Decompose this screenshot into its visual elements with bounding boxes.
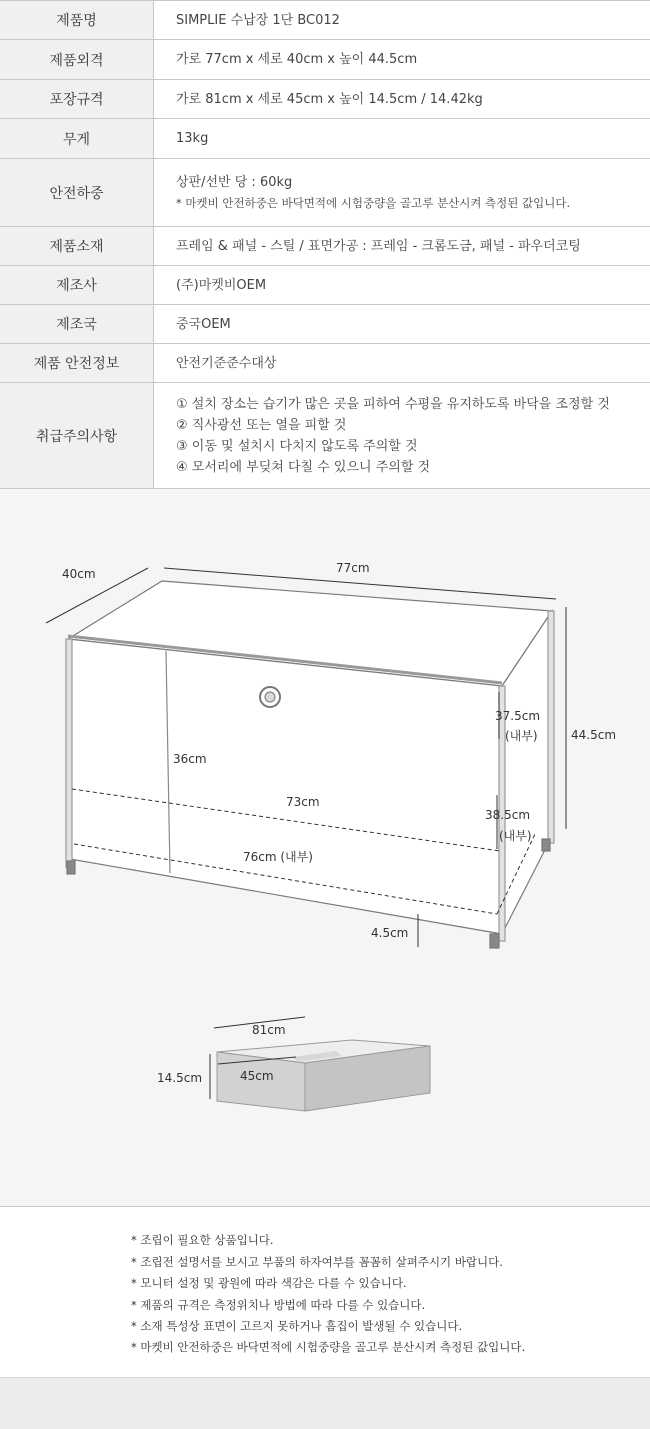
spec-row-manufacturer bbox=[0, 266, 650, 305]
cabinet-illustration bbox=[66, 581, 554, 948]
inner-height-bottom-note: (내부) bbox=[499, 828, 532, 843]
spec-row-caution bbox=[0, 383, 650, 489]
spec-key: 포장규격 bbox=[0, 80, 154, 119]
spec-row-material bbox=[0, 227, 650, 266]
spec-table bbox=[0, 0, 650, 489]
spec-value-line: 상판/선반 당 : 60kg bbox=[176, 172, 650, 193]
spec-value-line: (주)마켓비OEM bbox=[176, 275, 650, 296]
inner-height-top-label: 37.5cm bbox=[495, 709, 540, 723]
spec-row-product-name bbox=[0, 1, 650, 40]
caution-item: ④ 모서리에 부딪쳐 다칠 수 있으니 주의할 것 bbox=[176, 457, 650, 478]
spec-value-line: 가로 77cm x 세로 40cm x 높이 44.5cm bbox=[176, 49, 650, 70]
spec-row-dimensions bbox=[0, 40, 650, 80]
package-width-label: 81cm bbox=[252, 1023, 286, 1037]
depth-label: 40cm bbox=[62, 567, 96, 581]
spec-key: 제품 안전정보 bbox=[0, 344, 154, 383]
spec-value-line: 중국OEM bbox=[176, 314, 650, 335]
spec-value-line: SIMPLIE 수납장 1단 BC012 bbox=[176, 10, 650, 31]
footer-band bbox=[0, 1377, 650, 1429]
spec-key: 무게 bbox=[0, 119, 154, 159]
spec-value-line: 가로 81cm x 세로 45cm x 높이 14.5cm / 14.42kg bbox=[176, 89, 650, 110]
door-height-label: 36cm bbox=[173, 752, 207, 766]
inner-width-bottom-label: 76cm (내부) bbox=[243, 849, 313, 864]
package-box-illustration bbox=[210, 1017, 430, 1111]
caution-item: ③ 이동 및 설치시 다치지 않도록 주의할 것 bbox=[176, 436, 650, 457]
leg-height-label: 4.5cm bbox=[371, 926, 408, 940]
notes-section bbox=[0, 1207, 650, 1377]
note-item: * 마켓비 안전하중은 바닥면적에 시험중량을 골고루 분산시켜 측정된 값입니다. bbox=[131, 1337, 525, 1357]
spec-value-line: 프레임 & 패널 - 스틸 / 표면가공 : 프레임 - 크롬도금, 패널 - 파우더코팅 bbox=[176, 236, 650, 257]
spec-row-safety-info bbox=[0, 344, 650, 383]
inner-height-top-note: (내부) bbox=[505, 728, 538, 743]
spec-key: 안전하중 bbox=[0, 159, 154, 227]
height-label: 44.5cm bbox=[571, 728, 616, 742]
caution-item: ② 직사광선 또는 열을 피할 것 bbox=[176, 415, 650, 436]
note-item: * 조립전 설명서를 보시고 부품의 하자여부를 꼼꼼히 살펴주시기 바랍니다. bbox=[131, 1252, 503, 1272]
inner-width-label: 73cm bbox=[286, 795, 320, 809]
width-label: 77cm bbox=[336, 561, 370, 575]
dimension-diagram bbox=[0, 489, 650, 1207]
spec-value bbox=[154, 119, 650, 159]
package-depth-label: 45cm bbox=[240, 1069, 274, 1083]
spec-key: 제품외격 bbox=[0, 40, 154, 80]
inner-height-bottom-label: 38.5cm bbox=[485, 808, 530, 822]
spec-value-line: 13kg bbox=[176, 128, 650, 149]
caution-item: ① 설치 장소는 습기가 많은 곳을 피하여 수평을 유지하도록 바닥을 조정할 것 bbox=[176, 394, 650, 415]
spec-value bbox=[154, 266, 650, 305]
spec-value bbox=[154, 40, 650, 80]
spec-value bbox=[154, 383, 650, 489]
spec-key: 취급주의사항 bbox=[0, 383, 154, 489]
spec-row-origin bbox=[0, 305, 650, 344]
spec-value bbox=[154, 344, 650, 383]
spec-key: 제품명 bbox=[0, 1, 154, 40]
note-item: * 제품의 규격은 측정위치나 방법에 따라 다를 수 있습니다. bbox=[131, 1295, 425, 1315]
spec-key: 제조국 bbox=[0, 305, 154, 344]
spec-value-note: * 마켓비 안전하중은 바닥면적에 시험중량을 골고루 분산시켜 측정된 값입니다. bbox=[176, 193, 650, 214]
spec-value bbox=[154, 227, 650, 266]
note-item: * 소재 특성상 표면이 고르지 못하거나 흠집이 발생될 수 있습니다. bbox=[131, 1316, 462, 1336]
dimension-drawing bbox=[0, 489, 650, 1206]
package-height-label: 14.5cm bbox=[157, 1071, 202, 1085]
note-item: * 모니터 설정 및 광원에 따라 색감은 다를 수 있습니다. bbox=[131, 1273, 407, 1293]
spec-value-line: 안전기준준수대상 bbox=[176, 353, 650, 374]
spec-row-package bbox=[0, 80, 650, 119]
spec-value bbox=[154, 80, 650, 119]
spec-row-safe-load bbox=[0, 159, 650, 227]
spec-key: 제품소재 bbox=[0, 227, 154, 266]
spec-key: 제조사 bbox=[0, 266, 154, 305]
spec-value bbox=[154, 1, 650, 40]
spec-value bbox=[154, 305, 650, 344]
note-item: * 조립이 필요한 상품입니다. bbox=[131, 1230, 274, 1250]
spec-value bbox=[154, 159, 650, 227]
spec-row-weight bbox=[0, 119, 650, 159]
